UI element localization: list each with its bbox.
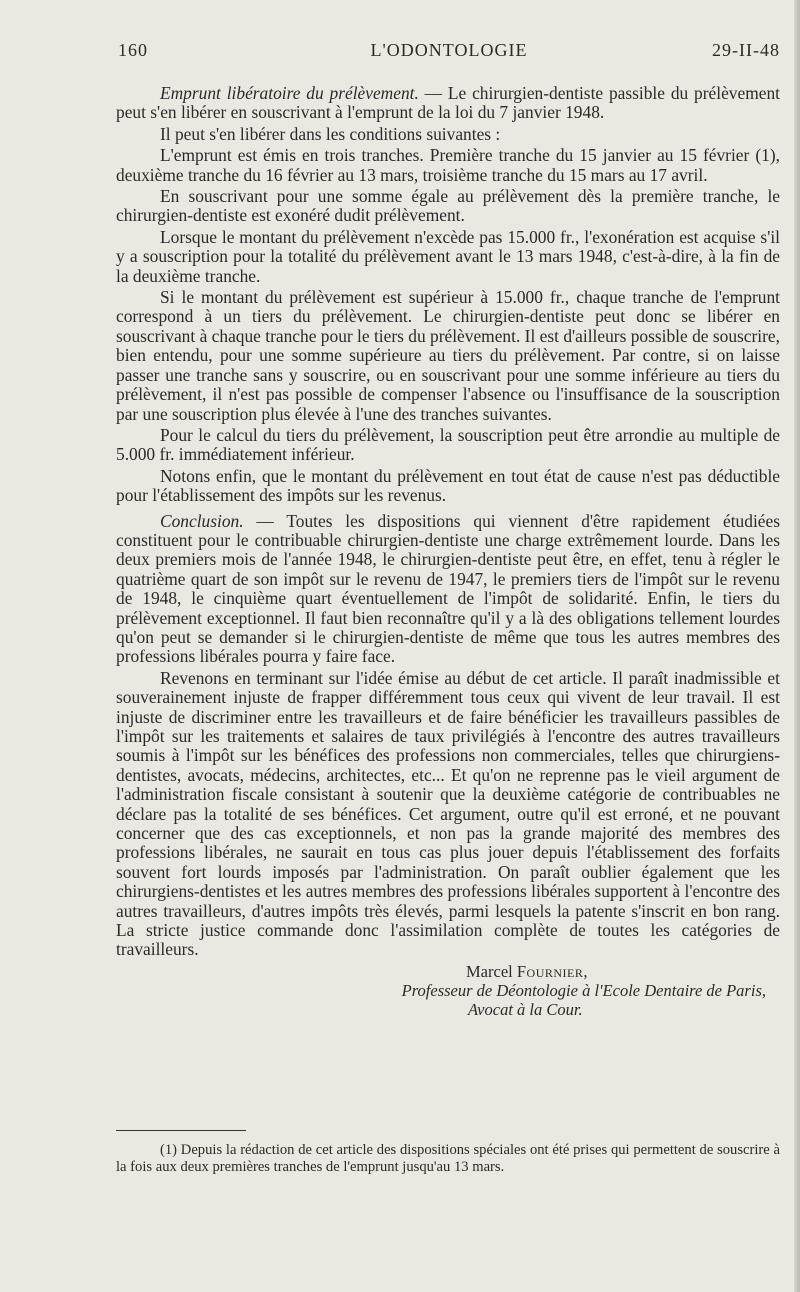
- issue-date: 29-II-48: [712, 40, 780, 60]
- paragraph-exoneration: Lorsque le montant du prélèvement n'excède pas 15.000 fr., l'exonération est acquise s'il y a souscription pour la totalité du prélèvement avant le 13 mars 1948, c'est-à-dire, à la fin de la deuxième tranche.: [116, 226, 780, 286]
- paragraph-tiers: Si le montant du prélèvement est supérieur à 15.000 fr., chaque tranche de l'emprunt correspond à un tiers du prélèvement. Le chirurgien-dentiste peut donc se libérer en souscrivant à chaque tranche pour le tiers du prélèvement. Il est d'ailleurs possible de souscrire, bien entendu, pour une somme supérieure au tiers du prélèvement. Par contre, si on laisse passer une tranche sans y souscrire, ou en souscrivant pour une somme inférieure au tiers du prélèvement, il n'est pas possible de compenser l'absence ou l'insuffisance de la souscription par une souscription plus élevée à l'une des tranches suivantes.: [116, 287, 780, 424]
- footnote: [116, 1142, 780, 1176]
- paragraph-conditions: Il peut s'en libérer dans les conditions suivantes :: [160, 123, 501, 144]
- section-heading-conclusion: Conclusion.: [160, 510, 244, 531]
- footnote-divider: [116, 1130, 246, 1131]
- author-name: Marcel Fournier,: [466, 961, 588, 981]
- paragraph-arrondi: Pour le calcul du tiers du prélèvement, la souscription peut être arrondie au multiple de 5.000 fr. immédiatement inférieur.: [116, 424, 780, 465]
- author-role-2: Avocat à la Cour.: [468, 999, 583, 1019]
- paragraph-deductible: Notons enfin, que le montant du prélèvement en tout état de cause n'est pas déductible pour l'établissement des impôts sur les revenus.: [116, 465, 780, 506]
- page-number: 160: [118, 40, 148, 60]
- section-heading-emprunt: Emprunt libératoire du prélèvement.: [160, 83, 419, 103]
- signature-block: [116, 962, 780, 1019]
- page-edge-shadow: [794, 0, 800, 1292]
- footnote-text: (1) Depuis la rédaction de cet article des dispositions spéciales ont été prises qui permettent de souscrire à la fois aux deux premières tranches de l'emprunt jusqu'au 13 mars.: [116, 1142, 780, 1175]
- paragraph-revenons: Revenons en terminant sur l'idée émise au début de cet article. Il paraît inadmissible et souverainement injuste de frapper différemment tous ceux qui vivent de leur travail. Il est injuste de discriminer entre les travailleurs et de faire bénéficier les travailleurs passibles de l'impôt sur les traitements et salaires de taux privilégiés à l'encontre des autres travailleurs soumis à l'impôt sur les bénéfices des professions non commerciales, telles que chirurgiens-dentistes, avocats, médecins, architectes, etc... Et qu'on ne reprenne pas le vieil argument de l'administration fiscale consistant à soutenir que la deuxième catégorie de contribuables ne déclare pas la totalité de ses bénéfices. Cet argument, outre qu'il est erroné, et ne pouvant concerner que des cas exceptionnels, et non pas la grande majorité des membres des professions libérales, ne saurait en tous cas plus jouer depuis l'établissement des forfaits souvent fort lourds imposés par l'administration. On paraît oublier également que les chirurgiens-dentistes et les autres membres des professions libérales supportent à l'encontre des autres travailleurs, d'autres impôts très élevés, parmi lesquels la patente s'inscrit en bon rang. La stricte justice commande donc l'assimilation complète de toutes les catégories de travailleurs.: [116, 667, 780, 960]
- article-body: [116, 82, 780, 1019]
- paragraph-conclusion: Conclusion. — Toutes les dispositions qui viennent d'être rapidement étudiées constituent pour le contribuable chirurgien-dentiste une charge extrêmement lourde. Dans les deux premiers mois de l'année 1948, le chirurgien-dentiste peut être, en effet, tenu à régler le quatrième quart de son impôt sur le revenu de 1947, le premiers tiers de l'impôt sur le revenu de 1948, le cinquième quart éventuellement de l'impôt de solidarité. Enfin, le tiers du prélèvement exceptionnel. Il faut bien reconnaître qu'il y a là des obligations tellement lourdes qu'on peut se demander si le chirurgien-dentiste de même que tous les autres membres des professions libérales pourra y faire face.: [116, 510, 780, 667]
- paragraph-emprunt: Emprunt libératoire du prélèvement. — Le chirurgien-dentiste passible du prélèvement peut s'en libérer en souscrivant à l'emprunt de la loi du 7 janvier 1948.: [116, 83, 780, 123]
- paragraph-tranches: L'emprunt est émis en trois tranches. Première tranche du 15 janvier au 15 février (1), deuxième tranche du 16 février au 13 mars, troisième tranche du 15 mars au 17 avril.: [116, 145, 780, 185]
- page-header: [118, 40, 780, 60]
- author-role: Professeur de Déontologie à l'Ecole Dentaire de Paris,: [401, 980, 766, 1000]
- paragraph-premiere-tranche: En souscrivant pour une somme égale au prélèvement dès la première tranche, le chirurgien-dentiste est exonéré dudit prélèvement.: [116, 186, 780, 226]
- running-title: L'ODONTOLOGIE: [370, 40, 528, 60]
